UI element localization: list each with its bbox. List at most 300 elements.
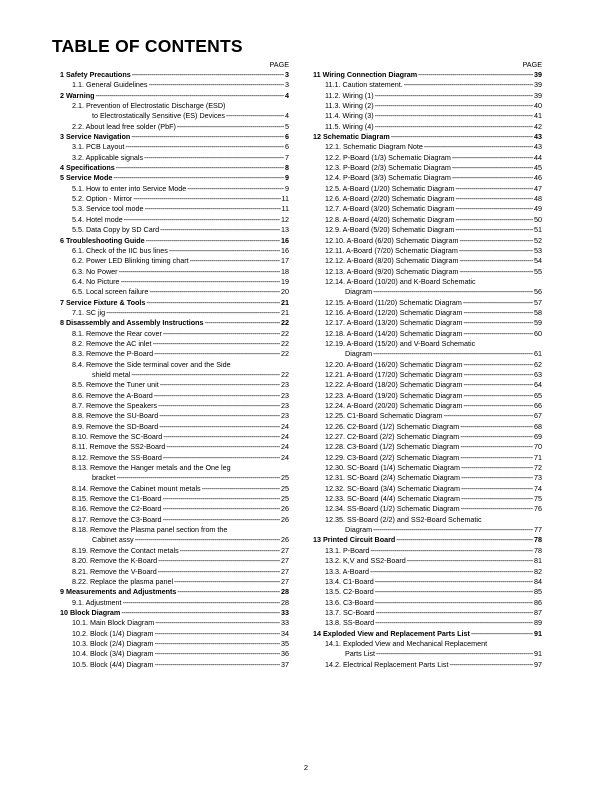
toc-dot-leader	[155, 629, 281, 639]
toc-dot-leader	[449, 660, 533, 670]
toc-section-entry	[60, 70, 289, 80]
toc-entry-page: 9	[285, 173, 289, 183]
toc-dot-leader	[460, 422, 533, 432]
toc-subsection-entry	[60, 515, 289, 525]
toc-entry-title: 8.21. Remove the V-Board	[72, 566, 157, 576]
toc-entry-page: 89	[534, 618, 542, 628]
toc-dot-leader	[370, 546, 533, 556]
toc-entry-page: 3	[285, 70, 289, 79]
toc-entry-title: 13 Printed Circuit Board	[313, 535, 396, 545]
page-title: TABLE OF CONTENTS	[52, 36, 243, 56]
toc-dot-leader	[373, 525, 533, 535]
toc-section-entry	[60, 608, 289, 618]
toc-dot-leader	[463, 298, 533, 308]
toc-dot-leader	[455, 194, 533, 204]
toc-subsection-entry	[60, 473, 289, 483]
toc-entry-page: 27	[281, 566, 289, 576]
toc-subsection-entry	[313, 111, 542, 121]
toc-entry-title: 12.7. A-Board (3/20) Schematic Diagram	[325, 204, 455, 214]
toc-entry-title: 8.8. Remove the SU-Board	[72, 411, 159, 421]
toc-entry-title: 12.34. SS-Board (1/2) Schematic Diagram	[325, 504, 460, 514]
toc-subsection-entry	[313, 587, 542, 597]
toc-dot-leader	[124, 215, 280, 225]
toc-entry-page: 91	[534, 628, 542, 638]
toc-subsection-entry	[60, 401, 289, 411]
toc-entry-page: 23	[281, 411, 289, 421]
toc-subsection-entry	[313, 91, 542, 101]
toc-entry-title: 7.1. SC jig	[72, 307, 106, 317]
toc-entry-page: 43	[534, 132, 542, 142]
toc-entry-page: 45	[534, 163, 542, 173]
toc-entry-page: 41	[534, 111, 542, 121]
toc-entry-title: 8.1. Remove the Rear cover	[72, 328, 162, 338]
toc-dot-leader	[461, 504, 533, 514]
toc-subsection-entry	[60, 215, 289, 225]
toc-subsection-entry	[60, 618, 289, 628]
toc-entry-title: 6.1. Check of the IIC bus lines	[72, 245, 168, 255]
toc-dot-leader	[424, 142, 533, 152]
toc-dot-leader	[373, 349, 533, 359]
toc-entry-title: 5 Service Mode	[60, 173, 113, 183]
toc-entry-page: 34	[281, 628, 289, 638]
toc-entry-title: 13.5. C2-Board	[325, 587, 374, 597]
toc-entry-title: 5.3. Service tool mode	[72, 204, 144, 214]
toc-entry-title: Cabinet assy	[92, 535, 134, 545]
toc-dot-leader	[375, 101, 533, 111]
toc-subsection-entry	[60, 649, 289, 659]
toc-entry-page: 5	[285, 121, 289, 131]
toc-dot-leader	[146, 236, 280, 246]
toc-entry-page: 11	[281, 204, 289, 214]
toc-entry-title: 11.1. Caution statement.	[325, 80, 403, 90]
toc-entry-title: 5.2. Option - Mirror	[72, 194, 133, 204]
toc-dot-leader	[226, 111, 284, 121]
toc-entry-title: 11.4. Wiring (3)	[325, 111, 374, 121]
toc-entry-page: 21	[281, 307, 289, 317]
toc-subsection-entry	[60, 308, 289, 318]
toc-dot-leader	[463, 318, 533, 328]
toc-subsection-entry	[60, 225, 289, 235]
toc-subsection-entry	[313, 484, 542, 494]
toc-dot-leader	[459, 236, 533, 246]
toc-entry-page: 24	[281, 432, 289, 442]
toc-entry-title: 12.22. A-Board (18/20) Schematic Diagram	[325, 380, 463, 390]
toc-section-entry	[60, 318, 289, 328]
toc-subsection-entry	[313, 618, 542, 628]
toc-entry-title: 10.1. Main Block Diagram	[72, 618, 155, 628]
toc-entry-title: 8.15. Remove the C1-Board	[72, 494, 162, 504]
toc-subsection-entry	[60, 422, 289, 432]
toc-dot-leader	[149, 287, 280, 297]
toc-entry-title: 12.14. A-Board (10/20) and K-Board Schematic	[325, 276, 476, 286]
toc-subsection-entry	[313, 411, 542, 421]
toc-entry-page: 91	[534, 649, 542, 659]
toc-dot-leader	[459, 256, 533, 266]
toc-entry-title: 8.7. Remove the Speakers	[72, 401, 158, 410]
toc-entry-title: 12.27. C2-Board (2/2) Schematic Diagram	[325, 432, 460, 442]
toc-entry-title: 12.30. SC-Board (1/4) Schematic Diagram	[325, 463, 461, 473]
toc-entry-page: 39	[534, 90, 542, 100]
toc-dot-leader	[460, 453, 533, 463]
toc-entry-title: 2 Warning	[60, 90, 95, 100]
toc-subsection-entry	[60, 122, 289, 132]
toc-entry-page: 27	[281, 576, 289, 586]
toc-subsection-entry	[313, 277, 542, 287]
toc-dot-leader	[452, 173, 533, 183]
toc-subsection-entry	[60, 577, 289, 587]
toc-entry-title: 14.2. Electrical Replacement Parts List	[325, 659, 449, 669]
toc-entry-page: 27	[281, 545, 289, 555]
toc-entry-title: 3 Service Navigation	[60, 132, 131, 142]
toc-subsection-entry	[313, 463, 542, 473]
toc-subsection-entry	[60, 287, 289, 297]
toc-dot-leader	[205, 318, 280, 328]
toc-entry-page: 86	[534, 597, 542, 607]
toc-dot-leader	[163, 515, 281, 525]
toc-entry-title: 12.26. C2-Board (1/2) Schematic Diagram	[325, 421, 460, 431]
toc-subsection-entry	[313, 184, 542, 194]
page-column-header: PAGE	[522, 60, 542, 69]
toc-dot-leader	[461, 463, 533, 473]
toc-entry-title: 10.4. Block (3/4) Diagram	[72, 649, 154, 659]
toc-entry-page: 76	[534, 504, 542, 514]
toc-subsection-entry	[60, 411, 289, 421]
toc-dot-leader	[160, 225, 280, 235]
toc-entry-title: 12.12. A-Board (8/20) Schematic Diagram	[325, 256, 459, 266]
toc-entry-title: Diagram	[345, 287, 373, 297]
toc-entry-title: 12.10. A-Board (6/20) Schematic Diagram	[325, 235, 459, 245]
toc-entry-title: 6 Troubleshooting Guide	[60, 235, 145, 245]
toc-entry-title: 12.23. A-Board (19/20) Schematic Diagram	[325, 390, 463, 400]
toc-subsection-entry	[60, 194, 289, 204]
toc-dot-leader	[154, 391, 280, 401]
toc-subsection-entry	[60, 525, 289, 535]
toc-entry-page: 78	[534, 535, 542, 545]
toc-subsection-entry	[60, 204, 289, 214]
toc-subsection-entry	[313, 246, 542, 256]
toc-entry-page: 69	[534, 432, 542, 442]
toc-entry-page: 85	[534, 587, 542, 597]
toc-entry-title: 12.19. A-Board (15/20) and V-Board Schematic	[325, 338, 476, 348]
toc-entry-page: 4	[285, 90, 289, 100]
toc-subsection-entry	[313, 660, 542, 670]
toc-dot-leader	[463, 380, 533, 390]
toc-dot-leader	[463, 401, 533, 411]
toc-dot-leader	[174, 577, 280, 587]
toc-entry-title: 6.2. Power LED Blinking timing chart	[72, 256, 189, 266]
toc-subsection-entry	[60, 639, 289, 649]
toc-entry-title: 7 Service Fixture & Tools	[60, 297, 146, 307]
toc-entry-title: 2.2. About lead free solder (PbF)	[72, 121, 176, 131]
toc-entry-title: 12 Schematic Diagram	[313, 132, 390, 142]
toc-dot-leader	[370, 567, 533, 577]
toc-entry-page: 77	[534, 525, 542, 535]
toc-entry-page: 25	[281, 483, 289, 493]
toc-entry-title: 11 Wiring Connection Diagram	[313, 70, 418, 79]
toc-entry-page: 67	[534, 411, 542, 421]
toc-subsection-entry	[313, 225, 542, 235]
toc-entries-right	[313, 70, 542, 670]
toc-subsection-entry	[313, 494, 542, 504]
toc-dot-leader	[135, 535, 280, 545]
toc-section-entry	[313, 70, 542, 80]
toc-dot-leader	[149, 80, 284, 90]
toc-subsection-entry	[313, 194, 542, 204]
toc-subsection-entry	[60, 453, 289, 463]
toc-dot-leader	[123, 598, 280, 608]
toc-dot-leader	[125, 142, 284, 152]
toc-subsection-entry	[313, 122, 542, 132]
toc-entry-page: 23	[281, 390, 289, 400]
toc-entry-page: 26	[281, 514, 289, 524]
toc-subsection-entry	[60, 349, 289, 359]
toc-entry-page: 33	[281, 618, 289, 628]
toc-entry-page: 8	[285, 163, 289, 173]
toc-dot-leader	[463, 308, 533, 318]
toc-dot-leader	[116, 163, 284, 173]
toc-entry-page: 39	[534, 70, 542, 79]
toc-dot-leader	[375, 618, 533, 628]
toc-section-entry	[60, 236, 289, 246]
toc-entry-title: 3.2. Applicable signals	[72, 152, 144, 162]
toc-entry-title: shield metal	[92, 369, 131, 379]
toc-entry-title: 13.6. C3-Board	[325, 597, 374, 607]
toc-subsection-entry	[60, 504, 289, 514]
toc-entry-title: 10.3. Block (2/4) Diagram	[72, 638, 154, 648]
toc-entry-page: 3	[285, 80, 289, 90]
toc-entry-page: 7	[285, 152, 289, 162]
toc-entry-title: 8.14. Remove the Cabinet mount metals	[72, 483, 201, 493]
toc-subsection-entry	[313, 391, 542, 401]
toc-subsection-entry	[60, 80, 289, 90]
toc-entry-title: 11.3. Wiring (2)	[325, 101, 374, 111]
toc-subsection-entry	[313, 329, 542, 339]
toc-entry-page: 26	[281, 504, 289, 514]
toc-dot-leader	[418, 70, 533, 80]
toc-entry-title: 13.4. C1-Board	[325, 576, 374, 586]
toc-entry-title: 12.21. A-Board (17/20) Schematic Diagram	[325, 369, 463, 379]
toc-section-entry	[60, 163, 289, 173]
toc-dot-leader	[455, 204, 533, 214]
toc-entry-title: 8.10. Remove the SC-Board	[72, 432, 163, 442]
toc-entry-title: 8.20. Remove the K-Board	[72, 556, 158, 566]
toc-dot-leader	[158, 401, 280, 411]
toc-subsection-entry	[60, 111, 289, 121]
toc-section-entry	[313, 535, 542, 545]
toc-entry-page: 23	[281, 401, 289, 410]
toc-dot-leader	[155, 660, 281, 670]
toc-dot-leader	[404, 80, 533, 90]
toc-subsection-entry	[313, 236, 542, 246]
toc-entry-page: 37	[281, 659, 289, 669]
toc-entry-page: 35	[281, 638, 289, 648]
toc-section-entry	[313, 132, 542, 142]
toc-dot-leader	[121, 277, 280, 287]
toc-subsection-entry	[313, 360, 542, 370]
toc-subsection-entry	[60, 101, 289, 111]
toc-entry-page: 11	[281, 194, 289, 204]
toc-dot-leader	[146, 298, 280, 308]
toc-entry-title: 9.1. Adjustment	[72, 597, 122, 607]
toc-entry-title: 8.2. Remove the AC inlet	[72, 338, 152, 348]
toc-entry-title: to Electrostatically Sensitive (ES) Devices	[92, 111, 226, 121]
toc-entry-page: 44	[534, 152, 542, 162]
toc-dot-leader	[407, 556, 533, 566]
toc-subsection-entry	[313, 598, 542, 608]
toc-entry-page: 40	[534, 101, 542, 111]
toc-entry-page: 22	[281, 328, 289, 338]
toc-subsection-entry	[313, 349, 542, 359]
toc-subsection-entry	[313, 80, 542, 90]
toc-entry-page: 28	[281, 587, 289, 597]
toc-entry-title: 8.22. Replace the plasma panel	[72, 576, 174, 586]
toc-subsection-entry	[60, 360, 289, 370]
toc-subsection-entry	[313, 101, 542, 111]
toc-entry-page: 78	[534, 545, 542, 555]
toc-dot-leader	[163, 494, 281, 504]
toc-subsection-entry	[60, 380, 289, 390]
toc-dot-leader	[154, 349, 280, 359]
toc-entry-title: 2.1. Prevention of Electrostatic Discharge (ESD)	[72, 101, 226, 111]
toc-dot-leader	[160, 380, 280, 390]
toc-entry-title: 6.3. No Power	[72, 266, 118, 276]
toc-dot-leader	[113, 173, 284, 183]
toc-subsection-entry	[60, 329, 289, 339]
toc-section-entry	[60, 587, 289, 597]
toc-dot-leader	[455, 215, 533, 225]
toc-dot-leader	[155, 639, 281, 649]
toc-entry-page: 49	[534, 204, 542, 214]
toc-subsection-entry	[60, 432, 289, 442]
toc-entry-title: 10.5. Block (4/4) Diagram	[72, 659, 154, 669]
toc-entry-page: 74	[534, 483, 542, 493]
toc-entry-page: 6	[285, 142, 289, 152]
toc-subsection-entry	[313, 267, 542, 277]
toc-section-entry	[60, 173, 289, 183]
toc-subsection-entry	[313, 442, 542, 452]
toc-entry-title: 10.2. Block (1/4) Diagram	[72, 628, 154, 638]
toc-entry-page: 81	[534, 556, 542, 566]
toc-subsection-entry	[60, 442, 289, 452]
toc-dot-leader	[117, 473, 280, 483]
toc-dot-leader	[373, 287, 533, 297]
toc-subsection-entry	[60, 153, 289, 163]
toc-dot-leader	[376, 608, 533, 618]
toc-subsection-entry	[60, 598, 289, 608]
toc-dot-leader	[132, 70, 284, 80]
toc-entry-page: 65	[534, 390, 542, 400]
toc-entry-title: 6.4. No Picture	[72, 276, 120, 286]
toc-entry-title: 8.16. Remove the C2-Board	[72, 504, 162, 514]
toc-entry-title: 13.8. SS-Board	[325, 618, 375, 628]
toc-dot-leader	[471, 629, 533, 639]
toc-dot-leader	[163, 504, 281, 514]
toc-subsection-entry	[313, 308, 542, 318]
toc-entry-page: 75	[534, 494, 542, 504]
toc-entry-title: 13.2. K,V and SS2-Board	[325, 556, 406, 566]
toc-section-entry	[313, 629, 542, 639]
toc-entry-title: Parts List	[345, 649, 375, 659]
toc-subsection-entry	[313, 153, 542, 163]
toc-entry-title: 12.11. A-Board (7/20) Schematic Diagram	[325, 245, 458, 255]
toc-section-entry	[60, 298, 289, 308]
toc-dot-leader	[461, 484, 533, 494]
toc-dot-leader	[463, 370, 533, 380]
toc-dot-leader	[375, 598, 533, 608]
toc-subsection-entry	[313, 204, 542, 214]
toc-subsection-entry	[60, 567, 289, 577]
toc-entries-left	[60, 70, 289, 670]
toc-dot-leader	[169, 246, 280, 256]
toc-dot-leader	[455, 184, 533, 194]
toc-entry-title: 12.9. A-Board (5/20) Schematic Diagram	[325, 225, 455, 235]
toc-subsection-entry	[313, 608, 542, 618]
toc-entry-title: 12.25. C1-Board Schematic Diagram	[325, 411, 443, 421]
toc-entry-title: 12.13. A-Board (9/20) Schematic Diagram	[325, 266, 459, 276]
toc-subsection-entry	[313, 515, 542, 525]
toc-entry-title: 12.24. A-Board (20/20) Schematic Diagram	[325, 401, 463, 410]
toc-subsection-entry	[60, 339, 289, 349]
toc-entry-page: 55	[534, 266, 542, 276]
toc-entry-title: 12.16. A-Board (12/20) Schematic Diagram	[325, 307, 463, 317]
toc-subsection-entry	[313, 432, 542, 442]
toc-entry-page: 62	[534, 359, 542, 369]
toc-entry-page: 22	[281, 349, 289, 359]
toc-entry-page: 33	[281, 607, 289, 617]
toc-subsection-entry	[60, 660, 289, 670]
toc-entry-title: 11.5. Wiring (4)	[325, 121, 374, 131]
toc-subsection-entry	[313, 380, 542, 390]
toc-dot-leader	[163, 432, 280, 442]
toc-entry-page: 24	[281, 421, 289, 431]
toc-entry-title: 8.13. Remove the Hanger metals and the One leg	[72, 463, 231, 473]
toc-entry-page: 53	[534, 245, 542, 255]
toc-entry-title: 5.4. Hotel mode	[72, 214, 123, 224]
toc-entry-title: 12.35. SS-Board (2/2) and SS2-Board Schematic	[325, 514, 482, 524]
toc-entry-title: 12.3. P-Board (2/3) Schematic Diagram	[325, 163, 451, 173]
toc-entry-title: 12.1. Schematic Diagram Note	[325, 142, 423, 152]
toc-entry-title: 12.18. A-Board (14/20) Schematic Diagram	[325, 328, 463, 338]
toc-entry-page: 97	[534, 659, 542, 669]
toc-entry-page: 61	[534, 349, 542, 359]
toc-dot-leader	[455, 225, 533, 235]
toc-subsection-entry	[313, 215, 542, 225]
toc-subsection-entry	[313, 525, 542, 535]
toc-entry-title: 9 Measurements and Adjustments	[60, 587, 177, 597]
toc-entry-page: 50	[534, 214, 542, 224]
toc-entry-title: 10 Block Diagram	[60, 607, 121, 617]
toc-subsection-entry	[60, 463, 289, 473]
toc-dot-leader	[460, 432, 533, 442]
toc-dot-leader	[145, 204, 281, 214]
toc-subsection-entry	[60, 494, 289, 504]
toc-entry-title: Diagram	[345, 349, 373, 359]
toc-entry-title: 8.12. Remove the SS-Board	[72, 452, 162, 462]
toc-entry-page: 48	[534, 194, 542, 204]
toc-dot-leader	[177, 587, 280, 597]
toc-entry-title: 14 Exploded View and Replacement Parts List	[313, 628, 470, 638]
toc-dot-leader	[158, 556, 280, 566]
toc-subsection-entry	[60, 546, 289, 556]
toc-entry-page: 70	[534, 442, 542, 452]
toc-dot-leader	[463, 360, 533, 370]
toc-subsection-entry	[313, 287, 542, 297]
toc-entry-page: 22	[281, 318, 289, 328]
toc-dot-leader	[391, 132, 533, 142]
toc-subsection-entry	[313, 142, 542, 152]
toc-entry-title: 5.5. Data Copy by SD Card	[72, 225, 160, 235]
toc-subsection-entry	[313, 473, 542, 483]
